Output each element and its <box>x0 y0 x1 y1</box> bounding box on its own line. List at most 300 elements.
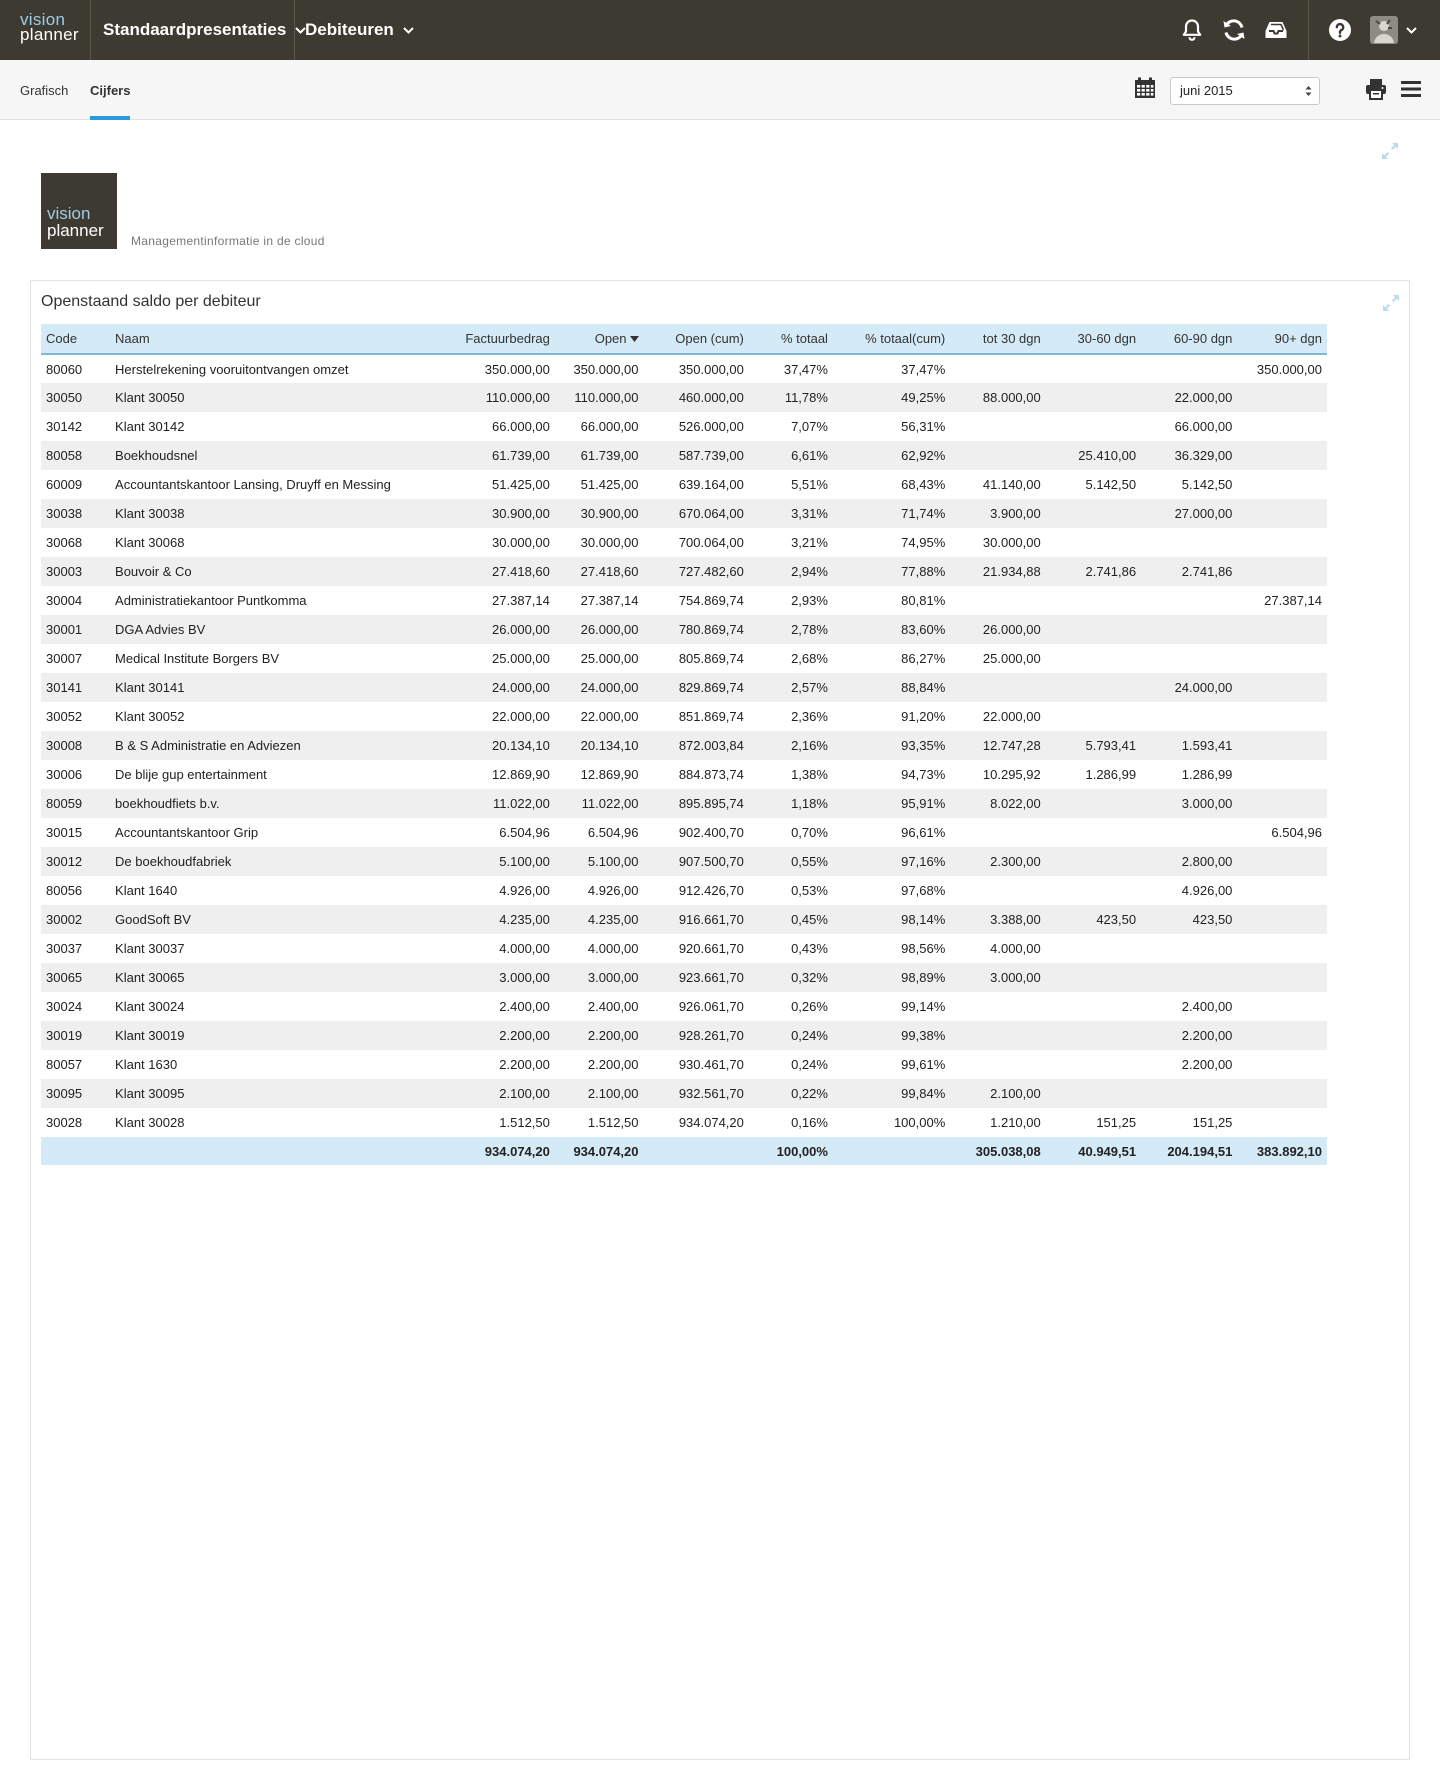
table-cell: 80057 <box>46 1057 83 1072</box>
table-cell: 4.926,00 <box>499 883 550 898</box>
column-header-label: Naam <box>115 331 150 346</box>
table-cell: Klant 1630 <box>115 1057 178 1072</box>
table-cell: 56,31% <box>901 419 946 434</box>
report-title: Openstaand saldo per debiteur <box>41 293 261 310</box>
table-cell: Klant 30052 <box>115 709 185 724</box>
table-cell: 1.286,99 <box>1085 767 1137 782</box>
table-cell: 2.200,00 <box>499 1057 550 1072</box>
table-cell: 2.400,00 <box>499 999 550 1014</box>
table-cell: 99,14% <box>901 999 946 1014</box>
table-cell: 93,35% <box>833 731 950 760</box>
table-cell: 0,43% <box>791 941 828 956</box>
totals-cell: 934.074,20 <box>555 1137 644 1165</box>
table-cell: 7,07% <box>791 419 828 434</box>
table-cell: 639.164,00 <box>678 477 744 492</box>
table-cell: 99,84% <box>833 1079 950 1108</box>
table-cell <box>950 1050 1045 1079</box>
table-cell <box>1046 963 1141 992</box>
table-cell: 30142 <box>46 419 83 434</box>
table-cell: 1,18% <box>749 789 833 818</box>
table-row[interactable] <box>41 615 1327 644</box>
table-cell: 0,55% <box>749 847 833 876</box>
table-cell <box>1237 702 1327 731</box>
table-cell: Klant 30019 <box>110 1021 408 1050</box>
table-cell: 587.739,00 <box>644 441 749 470</box>
table-cell: 30037 <box>46 941 83 956</box>
table-cell: 1.593,41 <box>1141 731 1237 760</box>
table-cell: 1.210,00 <box>990 1115 1041 1130</box>
table-cell <box>1141 1079 1237 1108</box>
table-cell: 1.512,50 <box>499 1115 550 1130</box>
table-cell: 0,53% <box>791 883 828 898</box>
table-cell: 30052 <box>46 709 83 724</box>
totals-cell: 40.949,51 <box>1046 1137 1141 1165</box>
table-cell: 49,25% <box>833 383 950 412</box>
table-cell: 3.000,00 <box>408 963 555 992</box>
table-cell: 3,21% <box>791 535 828 550</box>
table-cell: 5.142,50 <box>1085 477 1137 492</box>
table-row[interactable] <box>41 644 1327 673</box>
table-cell: 3.000,00 <box>1141 789 1237 818</box>
table-cell: Klant 30142 <box>115 419 185 434</box>
table-cell: 2.400,00 <box>587 999 639 1014</box>
table-cell <box>950 586 1045 615</box>
table-cell: 30.900,00 <box>408 499 555 528</box>
table-cell: DGA Advies BV <box>110 615 408 644</box>
column-header-label: % totaal(cum) <box>865 331 946 346</box>
column-header-label: tot 30 dgn <box>982 331 1041 346</box>
debtor-table <box>41 324 1327 1165</box>
table-cell: 6.504,96 <box>499 825 550 840</box>
table-cell: boekhoudfiets b.v. <box>110 789 408 818</box>
column-header-label: Open <box>594 331 627 346</box>
table-cell <box>950 876 1045 905</box>
table-cell: 99,61% <box>901 1057 946 1072</box>
table-cell: 30008 <box>41 731 110 760</box>
table-cell: Klant 30050 <box>110 383 408 412</box>
table-row[interactable] <box>41 1079 1327 1108</box>
column-header-90-plus-dgn[interactable] <box>1237 324 1327 354</box>
chevron-down-icon <box>403 27 414 34</box>
table-cell: 12.869,90 <box>580 767 639 782</box>
table-cell: 2.741,86 <box>1046 557 1141 586</box>
table-cell: 88.000,00 <box>950 383 1045 412</box>
table-cell: 895.895,74 <box>644 789 749 818</box>
table-cell: 30003 <box>41 557 110 586</box>
table-cell: 3.900,00 <box>950 499 1045 528</box>
table-cell: 36.329,00 <box>1141 441 1237 470</box>
table-cell: 80056 <box>46 883 83 898</box>
tab-cijfers[interactable] <box>90 60 130 120</box>
column-header-code[interactable] <box>41 324 110 354</box>
table-cell: 4.000,00 <box>990 941 1041 956</box>
table-cell: 30.900,00 <box>555 499 644 528</box>
table-cell: B & S Administratie en Adviezen <box>110 731 408 760</box>
table-row[interactable] <box>41 673 1327 702</box>
column-header-pct-totaal[interactable] <box>749 324 833 354</box>
table-cell <box>1141 586 1237 615</box>
table-cell: 923.661,70 <box>644 963 749 992</box>
table-cell: 95,91% <box>833 789 950 818</box>
standaardpresentaties-menu[interactable] <box>103 0 306 60</box>
table-cell: 423,50 <box>1046 905 1141 934</box>
table-cell: 37,47% <box>783 361 828 377</box>
table-cell: 25.000,00 <box>580 651 639 666</box>
table-cell <box>950 818 1045 847</box>
table-cell: 30024 <box>46 999 83 1014</box>
column-header-label: Code <box>46 331 78 346</box>
totals-cell: 305.038,08 <box>950 1137 1045 1165</box>
table-cell: 5.100,00 <box>555 847 644 876</box>
table-cell: 4.235,00 <box>555 905 644 934</box>
column-header-30-60-dgn[interactable] <box>1046 324 1141 354</box>
table-row[interactable] <box>41 963 1327 992</box>
table-cell <box>1046 1021 1141 1050</box>
table-row[interactable] <box>41 905 1327 934</box>
table-cell: 0,70% <box>791 825 828 840</box>
table-row[interactable] <box>41 1050 1327 1079</box>
table-cell: 920.661,70 <box>678 941 744 956</box>
table-cell: 754.869,74 <box>678 593 744 608</box>
table-cell: 2.400,00 <box>1181 999 1233 1014</box>
table-cell: 2.200,00 <box>408 1021 555 1050</box>
table-cell: 4.926,00 <box>587 883 639 898</box>
totals-cell: 934.074,20 <box>408 1137 555 1165</box>
period-select[interactable] <box>1170 77 1320 105</box>
column-header-open-cum[interactable] <box>644 324 749 354</box>
table-cell: 30001 <box>41 615 110 644</box>
table-cell: 12.747,28 <box>950 731 1045 760</box>
table-row[interactable] <box>41 847 1327 876</box>
table-row[interactable] <box>41 818 1327 847</box>
table-cell: 20.134,10 <box>555 731 644 760</box>
table-cell <box>950 412 1045 441</box>
menu-button[interactable] <box>1400 78 1424 102</box>
navbar-divider <box>90 0 91 60</box>
table-cell: 2.100,00 <box>555 1079 644 1108</box>
table-cell: 851.869,74 <box>678 709 744 724</box>
table-cell: Klant 30038 <box>110 499 408 528</box>
table-cell: 11.022,00 <box>555 789 644 818</box>
table-cell: 91,20% <box>901 709 946 724</box>
table-cell: 83,60% <box>833 615 950 644</box>
table-cell: 99,38% <box>833 1021 950 1050</box>
table-cell: 2,94% <box>749 557 833 586</box>
table-cell: 51.425,00 <box>492 477 550 492</box>
table-cell <box>1237 383 1327 412</box>
table-cell: 30006 <box>46 767 83 782</box>
table-cell: 151,25 <box>1096 1115 1137 1130</box>
table-cell: 24.000,00 <box>555 673 644 702</box>
table-cell: 100,00% <box>893 1115 946 1130</box>
totals-cell: 204.194,51 <box>1141 1137 1237 1165</box>
totals-cell <box>41 1137 110 1165</box>
table-cell <box>1046 1079 1141 1108</box>
table-cell: 30007 <box>46 651 83 666</box>
table-cell <box>1237 528 1327 557</box>
table-cell <box>1237 847 1327 876</box>
expand-icon <box>1381 293 1401 313</box>
table-cell: Klant 1640 <box>115 883 178 898</box>
table-cell: 6.504,96 <box>1271 825 1322 840</box>
table-cell: 37,47% <box>901 361 946 377</box>
table-row[interactable] <box>41 354 1327 383</box>
table-cell <box>1237 731 1327 760</box>
table-cell: 3.000,00 <box>950 963 1045 992</box>
table-cell: 151,25 <box>1192 1115 1233 1130</box>
menu-icon <box>1400 78 1422 100</box>
table-cell: 51.425,00 <box>580 477 639 492</box>
table-cell: 350.000,00 <box>573 361 639 377</box>
table-cell: 3,31% <box>749 499 833 528</box>
table-cell: 30065 <box>41 963 110 992</box>
chevron-down-icon <box>1406 27 1417 34</box>
table-row[interactable] <box>41 1021 1327 1050</box>
table-cell <box>1141 963 1237 992</box>
refresh-button[interactable] <box>1220 16 1248 44</box>
table-cell: 2.100,00 <box>408 1079 555 1108</box>
table-row[interactable] <box>41 1108 1327 1137</box>
inbox-button[interactable] <box>1262 16 1290 44</box>
table-cell: 30028 <box>46 1115 83 1130</box>
table-cell: 0,16% <box>791 1115 828 1130</box>
table-cell: 0,45% <box>749 905 833 934</box>
table-cell: 829.869,74 <box>644 673 749 702</box>
table-cell: 884.873,74 <box>678 767 744 782</box>
table-cell: 2,57% <box>749 673 833 702</box>
table-cell: 94,73% <box>901 767 946 782</box>
table-cell: 80059 <box>41 789 110 818</box>
table-cell: 30095 <box>41 1079 110 1108</box>
help-icon <box>1328 18 1352 42</box>
table-cell <box>1237 934 1327 963</box>
table-cell: 30038 <box>41 499 110 528</box>
table-cell: 5.100,00 <box>408 847 555 876</box>
table-cell: 912.426,70 <box>678 883 744 898</box>
table-cell: 0,24% <box>791 1057 828 1072</box>
table-row[interactable] <box>41 876 1327 905</box>
table-row[interactable] <box>41 528 1327 557</box>
table-row[interactable] <box>41 383 1327 412</box>
column-header-label: 90+ dgn <box>1274 331 1322 346</box>
table-cell: 0,24% <box>749 1021 833 1050</box>
select-arrows-icon <box>1305 85 1312 97</box>
notifications-button[interactable] <box>1178 16 1206 44</box>
table-cell: 902.400,70 <box>678 825 744 840</box>
refresh-icon <box>1221 17 1247 43</box>
table-cell: 460.000,00 <box>644 383 749 412</box>
table-cell: 27.000,00 <box>1141 499 1237 528</box>
table-cell: 0,22% <box>749 1079 833 1108</box>
table-cell: 6,61% <box>749 441 833 470</box>
app-logo-line2: planner <box>20 25 79 44</box>
table-cell: 30068 <box>46 535 83 550</box>
table-cell: 21.934,88 <box>950 557 1045 586</box>
user-menu[interactable] <box>1370 16 1418 44</box>
table-cell: 4.000,00 <box>499 941 550 956</box>
table-cell <box>1237 876 1327 905</box>
table-cell <box>1046 383 1141 412</box>
table-cell: 670.064,00 <box>644 499 749 528</box>
column-header-label: Factuurbedrag <box>465 331 550 346</box>
table-cell: 872.003,84 <box>644 731 749 760</box>
table-cell: 24.000,00 <box>408 673 555 702</box>
table-cell <box>1237 963 1327 992</box>
table-cell: De boekhoudfabriek <box>110 847 408 876</box>
table-cell <box>1141 354 1237 383</box>
table-row[interactable] <box>41 412 1327 441</box>
column-header-tot-30-dgn[interactable] <box>950 324 1045 354</box>
table-cell <box>950 1021 1045 1050</box>
table-cell: 8.022,00 <box>950 789 1045 818</box>
table-cell: 2.300,00 <box>950 847 1045 876</box>
table-cell: 727.482,60 <box>644 557 749 586</box>
table-cell: 97,16% <box>833 847 950 876</box>
table-cell: 27.418,60 <box>408 557 555 586</box>
table-header-row <box>41 324 1327 354</box>
table-cell: 25.410,00 <box>1046 441 1141 470</box>
table-cell: 77,88% <box>833 557 950 586</box>
table-cell: 930.461,70 <box>678 1057 744 1072</box>
table-cell: 60009 <box>46 477 83 492</box>
table-totals-row <box>41 1137 1327 1165</box>
table-cell: 30050 <box>41 383 110 412</box>
table-row[interactable] <box>41 557 1327 586</box>
table-cell: 20.134,10 <box>408 731 555 760</box>
table-cell: 25.000,00 <box>982 651 1041 666</box>
table-cell: 110.000,00 <box>408 383 555 412</box>
table-cell: 98,56% <box>901 941 946 956</box>
table-cell: 22.000,00 <box>580 709 639 724</box>
tab-grafisch[interactable] <box>20 60 68 120</box>
table-row[interactable] <box>41 441 1327 470</box>
debiteuren-menu[interactable] <box>305 0 414 60</box>
table-cell: 2,68% <box>791 651 828 666</box>
table-cell <box>1237 441 1327 470</box>
table-cell: 30019 <box>41 1021 110 1050</box>
report-logo-line1: vision <box>47 204 91 223</box>
table-row[interactable] <box>41 934 1327 963</box>
table-cell <box>1046 876 1141 905</box>
table-cell: Medical Institute Borgers BV <box>115 651 280 666</box>
table-cell: 30002 <box>41 905 110 934</box>
tab-grafisch-label: Grafisch <box>20 83 69 98</box>
table-row[interactable] <box>41 586 1327 615</box>
table-cell: 350.000,00 <box>1256 361 1322 377</box>
table-cell: 2,78% <box>749 615 833 644</box>
table-cell: 780.869,74 <box>644 615 749 644</box>
table-cell <box>1237 905 1327 934</box>
table-cell: 916.661,70 <box>644 905 749 934</box>
table-cell: 2.200,00 <box>587 1057 639 1072</box>
table-cell <box>1237 1108 1327 1137</box>
table-cell: 22.000,00 <box>492 709 550 724</box>
table-cell <box>1046 528 1141 557</box>
table-cell: 4.235,00 <box>408 905 555 934</box>
table-cell: Boekhoudsnel <box>110 441 408 470</box>
calendar-button[interactable] <box>1134 77 1156 99</box>
table-cell: 2.800,00 <box>1141 847 1237 876</box>
column-header-naam[interactable] <box>110 324 408 354</box>
table-cell: 74,95% <box>901 535 946 550</box>
table-cell <box>1046 1050 1141 1079</box>
table-cell: 11.022,00 <box>408 789 555 818</box>
table-cell: Klant 30065 <box>110 963 408 992</box>
table-cell: 24.000,00 <box>1141 673 1237 702</box>
table-cell <box>1046 702 1141 731</box>
table-cell: 27.418,60 <box>555 557 644 586</box>
table-cell: 62,92% <box>833 441 950 470</box>
table-row[interactable] <box>41 992 1327 1021</box>
totals-cell: 100,00% <box>749 1137 833 1165</box>
column-header-label: 60-90 dgn <box>1173 331 1233 346</box>
table-cell: 2.200,00 <box>555 1021 644 1050</box>
calendar-icon <box>1134 77 1156 99</box>
table-cell: 26.000,00 <box>408 615 555 644</box>
table-cell: 66.000,00 <box>1174 419 1233 434</box>
table-cell: 4.000,00 <box>587 941 639 956</box>
report-logo <box>41 173 117 249</box>
column-header-label: % totaal <box>780 331 828 346</box>
top-navbar <box>0 0 1440 60</box>
table-row[interactable] <box>41 760 1327 789</box>
table-cell <box>1237 470 1327 499</box>
app-logo[interactable] <box>20 12 88 42</box>
table-cell: 88,84% <box>833 673 950 702</box>
column-header-pct-totaal-cum[interactable] <box>833 324 950 354</box>
column-header-label: 30-60 dgn <box>1077 331 1137 346</box>
table-cell: Accountantskantoor Grip <box>115 825 259 840</box>
table-cell: Bouvoir & Co <box>110 557 408 586</box>
debiteuren-menu-label: Debiteuren <box>305 20 394 39</box>
table-row[interactable] <box>41 499 1327 528</box>
table-cell: 10.295,92 <box>982 767 1041 782</box>
sort-desc-icon <box>630 336 639 342</box>
table-cell: 2.100,00 <box>950 1079 1045 1108</box>
expand-page-button[interactable] <box>1380 141 1400 161</box>
table-cell: 97,68% <box>901 883 946 898</box>
table-cell: 41.140,00 <box>982 477 1041 492</box>
table-cell <box>1237 615 1327 644</box>
print-button[interactable] <box>1365 78 1389 102</box>
table-row[interactable] <box>41 731 1327 760</box>
table-cell: 22.000,00 <box>982 709 1041 724</box>
table-row[interactable] <box>41 470 1327 499</box>
table-row[interactable] <box>41 789 1327 818</box>
table-cell <box>1046 499 1141 528</box>
table-cell: 26.000,00 <box>555 615 644 644</box>
report-tagline: Managementinformatie in de cloud <box>131 234 325 248</box>
column-header-60-90-dgn[interactable] <box>1141 324 1237 354</box>
column-header-label: Open (cum) <box>675 331 744 346</box>
table-cell: 805.869,74 <box>678 651 744 666</box>
totals-cell <box>110 1137 408 1165</box>
table-cell: 25.000,00 <box>492 651 550 666</box>
table-cell: 98,89% <box>833 963 950 992</box>
expand-icon <box>1380 141 1400 161</box>
tab-cijfers-label: Cijfers <box>90 83 131 98</box>
column-header-factuurbedrag[interactable] <box>408 324 555 354</box>
table-cell: 932.561,70 <box>644 1079 749 1108</box>
table-cell: Herstelrekening vooruitontvangen omzet <box>115 361 349 377</box>
table-row[interactable] <box>41 702 1327 731</box>
help-button[interactable] <box>1326 16 1354 44</box>
column-header-open[interactable] <box>555 324 644 354</box>
table-cell: 30004 <box>46 593 83 608</box>
table-cell <box>950 673 1045 702</box>
expand-card-button[interactable] <box>1381 293 1401 313</box>
table-cell: 2.741,86 <box>1141 557 1237 586</box>
